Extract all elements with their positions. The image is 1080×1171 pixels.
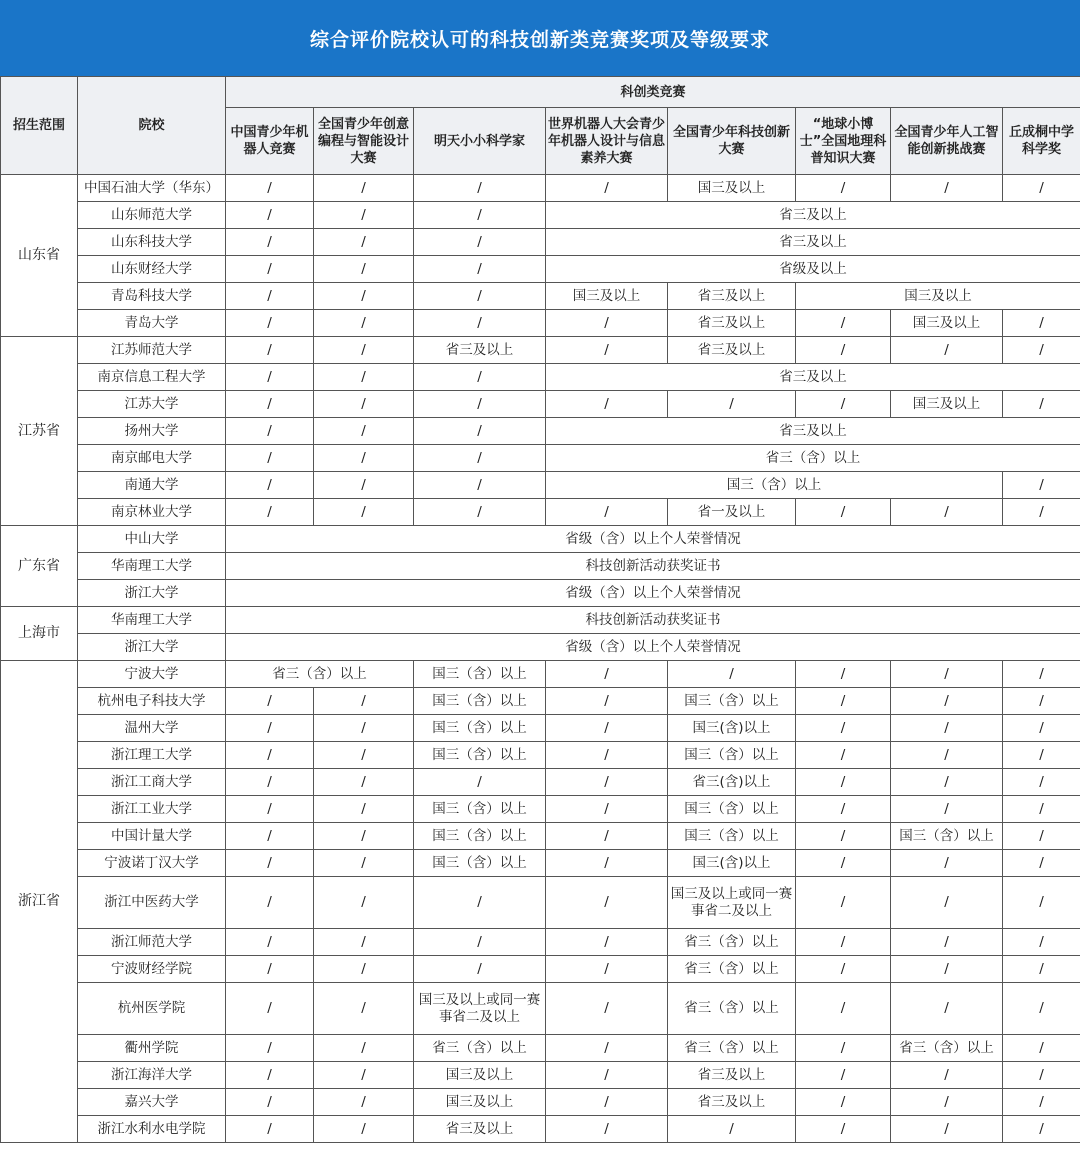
requirement-cell: /	[891, 877, 1003, 929]
requirement-cell: 国三（含）以上	[414, 796, 546, 823]
requirement-cell: /	[226, 472, 314, 499]
bottom-strip	[0, 1143, 1080, 1150]
table-row	[1, 310, 1080, 337]
requirement-cell: /	[226, 391, 314, 418]
requirement-cell: 国三（含）以上	[414, 823, 546, 850]
requirement-cell: /	[226, 769, 314, 796]
requirement-cell: /	[546, 337, 668, 364]
requirement-cell: 省级（含）以上个人荣誉情况	[226, 634, 1080, 661]
requirement-cell: /	[796, 742, 891, 769]
table-row	[1, 1089, 1080, 1116]
region-header: 招生范围	[1, 77, 78, 175]
requirement-cell: /	[796, 956, 891, 983]
requirement-cell: /	[546, 983, 668, 1035]
school-cell: 宁波财经学院	[78, 956, 226, 983]
requirement-cell: /	[1003, 769, 1080, 796]
table-row	[1, 445, 1080, 472]
table-row	[1, 283, 1080, 310]
requirement-cell: /	[226, 1062, 314, 1089]
school-cell: 浙江水利水电学院	[78, 1116, 226, 1143]
requirement-cell: 省三及以上	[546, 229, 1080, 256]
requirement-cell: /	[314, 337, 414, 364]
requirement-cell: /	[796, 337, 891, 364]
table-row	[1, 929, 1080, 956]
requirement-cell: /	[796, 877, 891, 929]
table-row	[1, 499, 1080, 526]
requirement-cell: 国三(含)以上	[668, 715, 796, 742]
requirement-cell: /	[796, 850, 891, 877]
requirement-cell: 国三及以上	[668, 175, 796, 202]
requirement-cell: /	[226, 337, 314, 364]
requirement-cell: 省三及以上	[414, 1116, 546, 1143]
requirement-cell: /	[1003, 1116, 1080, 1143]
requirement-cell: /	[314, 1062, 414, 1089]
requirement-cell: /	[796, 796, 891, 823]
table-row	[1, 526, 1080, 553]
competition-header: 全国青少年科技创新大赛	[668, 108, 796, 175]
competition-header: 世界机器人大会青少年机器人设计与信息素养大赛	[546, 108, 668, 175]
requirement-cell: 国三（含）以上	[891, 823, 1003, 850]
requirement-cell: /	[1003, 391, 1080, 418]
school-cell: 扬州大学	[78, 418, 226, 445]
requirement-cell: /	[546, 769, 668, 796]
requirement-cell: /	[796, 391, 891, 418]
requirement-cell: /	[414, 229, 546, 256]
requirement-cell: 国三（含）以上	[414, 661, 546, 688]
school-cell: 温州大学	[78, 715, 226, 742]
requirement-cell: 国三（含）以上	[668, 742, 796, 769]
table-row	[1, 607, 1080, 634]
requirement-cell: /	[314, 445, 414, 472]
requirement-cell: /	[891, 956, 1003, 983]
competition-table	[0, 76, 1080, 1143]
region-cell: 山东省	[1, 175, 78, 337]
requirement-cell: /	[226, 742, 314, 769]
requirement-cell: /	[1003, 742, 1080, 769]
requirement-cell: /	[414, 310, 546, 337]
requirement-cell: /	[314, 769, 414, 796]
requirement-cell: /	[796, 715, 891, 742]
requirement-cell: /	[414, 364, 546, 391]
requirement-cell: 省三及以上	[546, 418, 1080, 445]
competition-header: 全国青少年创意编程与智能设计大赛	[314, 108, 414, 175]
requirement-cell: /	[414, 877, 546, 929]
school-cell: 南京信息工程大学	[78, 364, 226, 391]
requirement-cell: /	[891, 499, 1003, 526]
requirement-cell: /	[314, 229, 414, 256]
requirement-cell: /	[314, 175, 414, 202]
requirement-cell: /	[891, 983, 1003, 1035]
table-row	[1, 634, 1080, 661]
requirement-cell: /	[314, 1116, 414, 1143]
requirement-cell: /	[226, 850, 314, 877]
requirement-cell: /	[414, 499, 546, 526]
requirement-cell: 国三（含）以上	[546, 472, 1003, 499]
requirement-cell: 省三（含）以上	[546, 445, 1080, 472]
requirement-cell: 省一及以上	[668, 499, 796, 526]
requirement-cell: /	[414, 202, 546, 229]
school-cell: 山东师范大学	[78, 202, 226, 229]
requirement-cell: 国三及以上	[414, 1089, 546, 1116]
requirement-cell: 省三及以上	[668, 337, 796, 364]
requirement-cell: /	[1003, 877, 1080, 929]
page-title: 综合评价院校认可的科技创新类竞赛奖项及等级要求	[0, 0, 1080, 76]
requirement-cell: /	[546, 715, 668, 742]
requirement-cell: /	[796, 929, 891, 956]
requirement-cell: /	[796, 983, 891, 1035]
requirement-cell: /	[226, 364, 314, 391]
requirement-cell: /	[891, 1089, 1003, 1116]
region-cell: 江苏省	[1, 337, 78, 526]
requirement-cell: /	[226, 715, 314, 742]
requirement-cell: /	[546, 1035, 668, 1062]
school-cell: 嘉兴大学	[78, 1089, 226, 1116]
school-cell: 山东财经大学	[78, 256, 226, 283]
requirement-cell: /	[546, 310, 668, 337]
requirement-cell: 国三及以上	[796, 283, 1080, 310]
requirement-cell: /	[546, 391, 668, 418]
requirement-cell: /	[314, 1089, 414, 1116]
school-cell: 南通大学	[78, 472, 226, 499]
table-row	[1, 337, 1080, 364]
requirement-cell: /	[796, 310, 891, 337]
requirement-cell: 科技创新活动获奖证书	[226, 607, 1080, 634]
requirement-cell: /	[226, 688, 314, 715]
requirement-cell: /	[414, 769, 546, 796]
requirement-cell: /	[226, 445, 314, 472]
requirement-cell: 省级（含）以上个人荣誉情况	[226, 526, 1080, 553]
requirement-cell: /	[1003, 688, 1080, 715]
requirement-cell: /	[546, 688, 668, 715]
requirement-cell: 省三及以上	[546, 202, 1080, 229]
requirement-cell: /	[414, 256, 546, 283]
requirement-cell: /	[1003, 850, 1080, 877]
requirement-cell: 省三（含）以上	[226, 661, 414, 688]
school-header: 院校	[78, 77, 226, 175]
table-row	[1, 769, 1080, 796]
requirement-cell: /	[314, 796, 414, 823]
requirement-cell: 国三及以上	[891, 310, 1003, 337]
requirement-cell: /	[226, 877, 314, 929]
requirement-cell: /	[796, 661, 891, 688]
requirement-cell: /	[226, 929, 314, 956]
requirement-cell: /	[414, 175, 546, 202]
competition-header: “地球小博士”全国地理科普知识大赛	[796, 108, 891, 175]
table-header	[1, 77, 1080, 175]
school-cell: 杭州医学院	[78, 983, 226, 1035]
requirement-cell: /	[314, 391, 414, 418]
requirement-cell: /	[314, 202, 414, 229]
requirement-cell: /	[414, 391, 546, 418]
requirement-cell: /	[891, 929, 1003, 956]
table-row	[1, 256, 1080, 283]
requirement-cell: /	[314, 877, 414, 929]
requirement-cell: 省三（含）以上	[414, 1035, 546, 1062]
requirement-cell: 省三（含）以上	[668, 956, 796, 983]
requirement-cell: 省三及以上	[668, 283, 796, 310]
school-cell: 华南理工大学	[78, 607, 226, 634]
school-cell: 南京邮电大学	[78, 445, 226, 472]
requirement-cell: /	[226, 1035, 314, 1062]
requirement-cell: /	[546, 823, 668, 850]
requirement-cell: /	[1003, 956, 1080, 983]
requirement-cell: /	[546, 1116, 668, 1143]
school-cell: 浙江中医药大学	[78, 877, 226, 929]
requirement-cell: /	[546, 796, 668, 823]
competition-header: 明天小小科学家	[414, 108, 546, 175]
requirement-cell: /	[796, 688, 891, 715]
table-row	[1, 661, 1080, 688]
requirement-cell: 省三（含）以上	[668, 1035, 796, 1062]
requirement-cell: /	[1003, 661, 1080, 688]
table-body	[1, 175, 1080, 1143]
requirement-cell: /	[546, 929, 668, 956]
table-row	[1, 956, 1080, 983]
region-cell: 上海市	[1, 607, 78, 661]
requirement-cell: /	[314, 472, 414, 499]
requirement-cell: /	[546, 175, 668, 202]
requirement-cell: /	[668, 391, 796, 418]
requirement-cell: /	[891, 742, 1003, 769]
school-cell: 青岛大学	[78, 310, 226, 337]
requirement-cell: /	[314, 418, 414, 445]
requirement-cell: /	[414, 929, 546, 956]
requirement-cell: 国三（含）以上	[668, 688, 796, 715]
requirement-cell: /	[796, 1062, 891, 1089]
competition-group-header: 科创类竞赛	[226, 77, 1080, 108]
requirement-cell: 省三及以上	[668, 310, 796, 337]
school-cell: 浙江海洋大学	[78, 1062, 226, 1089]
school-cell: 江苏大学	[78, 391, 226, 418]
requirement-cell: /	[1003, 929, 1080, 956]
table-row	[1, 715, 1080, 742]
requirement-cell: /	[414, 956, 546, 983]
school-cell: 中山大学	[78, 526, 226, 553]
school-cell: 浙江工业大学	[78, 796, 226, 823]
requirement-cell: /	[796, 499, 891, 526]
requirement-cell: /	[891, 1116, 1003, 1143]
requirement-cell: 省三及以上	[668, 1089, 796, 1116]
requirement-cell: 国三及以上	[414, 1062, 546, 1089]
requirement-cell: 国三及以上	[891, 391, 1003, 418]
requirement-cell: /	[796, 1089, 891, 1116]
requirement-cell: /	[546, 877, 668, 929]
requirement-cell: /	[796, 175, 891, 202]
table-row	[1, 364, 1080, 391]
school-cell: 宁波大学	[78, 661, 226, 688]
requirement-cell: /	[796, 1035, 891, 1062]
region-cell: 浙江省	[1, 661, 78, 1143]
table-row	[1, 175, 1080, 202]
table-row	[1, 391, 1080, 418]
requirement-cell: 国三及以上	[546, 283, 668, 310]
competition-header: 丘成桐中学科学奖	[1003, 108, 1080, 175]
table-row	[1, 1035, 1080, 1062]
table-row	[1, 742, 1080, 769]
requirement-cell: /	[1003, 1062, 1080, 1089]
requirement-cell: /	[891, 175, 1003, 202]
school-cell: 浙江师范大学	[78, 929, 226, 956]
requirement-cell: /	[314, 850, 414, 877]
requirement-cell: 省三及以上	[668, 1062, 796, 1089]
requirement-cell: /	[796, 769, 891, 796]
table-row	[1, 796, 1080, 823]
requirement-cell: /	[226, 175, 314, 202]
table-row	[1, 553, 1080, 580]
requirement-cell: /	[1003, 1035, 1080, 1062]
requirement-cell: /	[1003, 823, 1080, 850]
requirement-cell: /	[314, 823, 414, 850]
requirement-cell: /	[226, 310, 314, 337]
school-cell: 华南理工大学	[78, 553, 226, 580]
requirement-cell: 国三（含）以上	[668, 823, 796, 850]
requirement-cell: 国三(含)以上	[668, 850, 796, 877]
school-cell: 衢州学院	[78, 1035, 226, 1062]
requirement-cell: 科技创新活动获奖证书	[226, 553, 1080, 580]
competition-header: 全国青少年人工智能创新挑战赛	[891, 108, 1003, 175]
table-row	[1, 877, 1080, 929]
requirement-cell: /	[414, 472, 546, 499]
requirement-cell: /	[1003, 796, 1080, 823]
requirement-cell: /	[891, 688, 1003, 715]
requirement-cell: 国三及以上或同一赛事省二及以上	[668, 877, 796, 929]
requirement-cell: /	[226, 823, 314, 850]
requirement-cell: /	[226, 256, 314, 283]
school-cell: 浙江大学	[78, 580, 226, 607]
requirement-cell: /	[314, 256, 414, 283]
requirement-cell: 国三（含）以上	[414, 715, 546, 742]
requirement-cell: /	[546, 499, 668, 526]
competition-header: 中国青少年机器人竞赛	[226, 108, 314, 175]
requirement-cell: /	[414, 418, 546, 445]
requirement-cell: /	[314, 688, 414, 715]
requirement-cell: /	[1003, 472, 1080, 499]
requirement-cell: 省三（含）以上	[668, 983, 796, 1035]
school-cell: 宁波诺丁汉大学	[78, 850, 226, 877]
requirement-cell: /	[1003, 310, 1080, 337]
requirement-cell: /	[226, 229, 314, 256]
requirement-cell: /	[1003, 175, 1080, 202]
requirement-cell: /	[796, 1116, 891, 1143]
requirement-cell: /	[546, 1062, 668, 1089]
requirement-cell: /	[546, 850, 668, 877]
requirement-cell: /	[226, 499, 314, 526]
requirement-cell: /	[668, 1116, 796, 1143]
requirement-cell: 省三（含）以上	[891, 1035, 1003, 1062]
requirement-cell: /	[668, 661, 796, 688]
requirement-cell: /	[1003, 1089, 1080, 1116]
requirement-cell: 国三及以上或同一赛事省二及以上	[414, 983, 546, 1035]
table-row	[1, 580, 1080, 607]
requirement-cell: /	[1003, 983, 1080, 1035]
table-row	[1, 472, 1080, 499]
requirement-cell: /	[1003, 715, 1080, 742]
requirement-cell: /	[414, 283, 546, 310]
requirement-cell: /	[891, 715, 1003, 742]
requirement-cell: 省三（含）以上	[668, 929, 796, 956]
requirement-cell: /	[546, 956, 668, 983]
requirement-cell: /	[891, 796, 1003, 823]
table-row	[1, 850, 1080, 877]
requirement-cell: /	[891, 661, 1003, 688]
requirement-cell: 省三及以上	[546, 364, 1080, 391]
requirement-cell: /	[314, 1035, 414, 1062]
requirement-cell: /	[891, 850, 1003, 877]
requirement-cell: /	[546, 742, 668, 769]
requirement-cell: /	[414, 445, 546, 472]
requirement-cell: 省级及以上	[546, 256, 1080, 283]
requirement-cell: /	[226, 796, 314, 823]
requirement-cell: /	[226, 1116, 314, 1143]
school-cell: 南京林业大学	[78, 499, 226, 526]
requirement-cell: 省级（含）以上个人荣誉情况	[226, 580, 1080, 607]
table-row	[1, 202, 1080, 229]
requirement-cell: /	[314, 929, 414, 956]
requirement-cell: /	[226, 418, 314, 445]
requirement-cell: 国三（含）以上	[414, 688, 546, 715]
school-cell: 江苏师范大学	[78, 337, 226, 364]
school-cell: 中国石油大学（华东）	[78, 175, 226, 202]
table-row	[1, 823, 1080, 850]
table-row	[1, 983, 1080, 1035]
requirement-cell: /	[226, 283, 314, 310]
school-cell: 山东科技大学	[78, 229, 226, 256]
table-row	[1, 1062, 1080, 1089]
table-row	[1, 688, 1080, 715]
requirement-cell: /	[226, 983, 314, 1035]
school-cell: 浙江工商大学	[78, 769, 226, 796]
requirement-cell: /	[314, 364, 414, 391]
school-cell: 浙江大学	[78, 634, 226, 661]
requirement-cell: /	[314, 310, 414, 337]
requirement-cell: /	[226, 1089, 314, 1116]
requirement-cell: /	[314, 283, 414, 310]
requirement-cell: 国三（含）以上	[668, 796, 796, 823]
table-row	[1, 1116, 1080, 1143]
requirement-cell: /	[314, 956, 414, 983]
school-cell: 中国计量大学	[78, 823, 226, 850]
school-cell: 浙江理工大学	[78, 742, 226, 769]
requirement-cell: /	[546, 661, 668, 688]
requirement-cell: /	[796, 823, 891, 850]
requirement-cell: 省三及以上	[414, 337, 546, 364]
requirement-cell: /	[226, 956, 314, 983]
requirement-cell: /	[314, 715, 414, 742]
requirement-cell: /	[891, 337, 1003, 364]
region-cell: 广东省	[1, 526, 78, 607]
school-cell: 杭州电子科技大学	[78, 688, 226, 715]
requirement-cell: /	[226, 202, 314, 229]
requirement-cell: /	[891, 769, 1003, 796]
requirement-cell: /	[314, 983, 414, 1035]
requirement-cell: 国三（含）以上	[414, 850, 546, 877]
table-row	[1, 418, 1080, 445]
requirement-cell: /	[314, 499, 414, 526]
requirement-cell: /	[314, 742, 414, 769]
requirement-cell: /	[891, 1062, 1003, 1089]
requirement-cell: /	[1003, 337, 1080, 364]
table-row	[1, 229, 1080, 256]
school-cell: 青岛科技大学	[78, 283, 226, 310]
requirement-cell: 国三（含）以上	[414, 742, 546, 769]
requirement-cell: /	[1003, 499, 1080, 526]
requirement-cell: 省三(含)以上	[668, 769, 796, 796]
requirement-cell: /	[546, 1089, 668, 1116]
